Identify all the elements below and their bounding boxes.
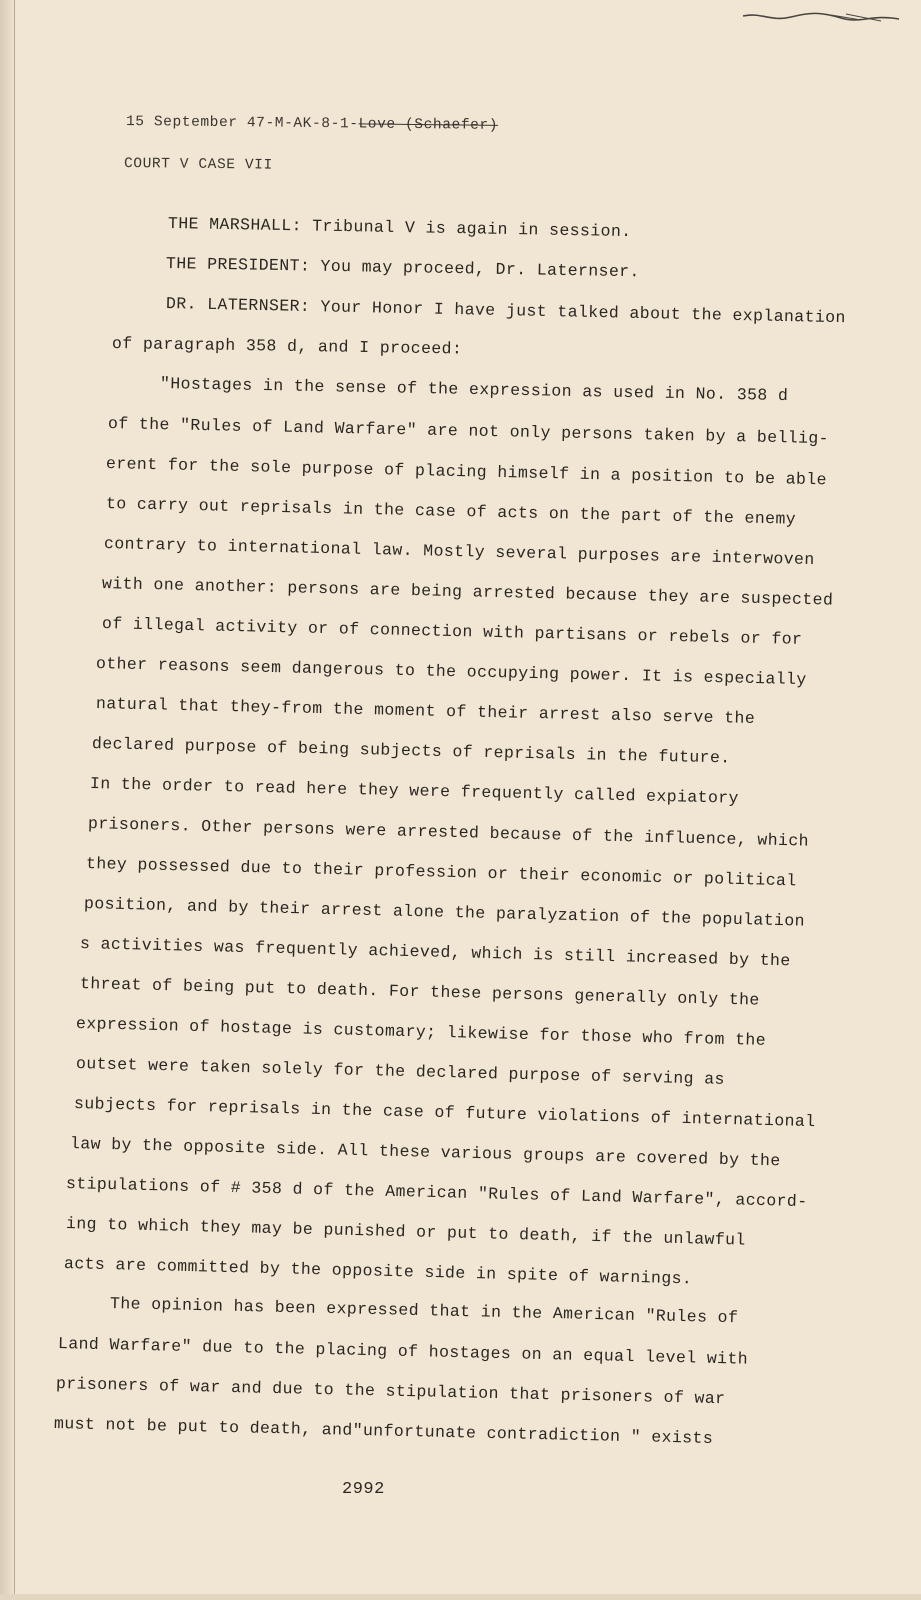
transcript-line: other reasons seem dangerous to the occupying power. It is especially xyxy=(95,654,807,690)
page-left-edge xyxy=(0,0,15,1600)
transcript-line: position, and by their arrest alone the paralyzation of the population xyxy=(83,894,806,931)
transcript-line: THE PRESIDENT: You may proceed, Dr. Laternser. xyxy=(165,254,640,282)
transcript-line: natural that they-from the moment of their arrest also serve the xyxy=(95,694,756,728)
transcript-line: "Hostages in the sense of the expression as used in No. 358 d xyxy=(159,374,789,406)
transcript-line: must not be put to death, and"unfortunate contradiction " exists xyxy=(53,1414,714,1448)
transcript-line: threat of being put to death. For these persons generally only the xyxy=(79,974,760,1010)
transcript-line: stipulations of # 358 d of the American "Rules of Land Warfare", accord- xyxy=(65,1174,808,1212)
transcript-line: In the order to read here they were frequently called expiatory xyxy=(89,774,740,808)
header-date-ref: 15 September 47-M-AK-8-1- xyxy=(125,114,359,133)
transcript-line: of the "Rules of Land Warfare" are not only persons taken by a bellig- xyxy=(107,414,830,449)
transcript-line: law by the opposite side. All these various groups are covered by the xyxy=(69,1134,781,1171)
transcript-line: THE MARSHALL: Tribunal V is again in session. xyxy=(167,214,632,242)
page-bottom-edge xyxy=(0,1594,921,1600)
transcript-line: they possessed due to their profession or their economic or political xyxy=(85,854,797,891)
transcript-line: prisoners. Other persons were arrested because of the influence, which xyxy=(87,814,810,851)
transcript-line: The opinion has been expressed that in the American "Rules of xyxy=(109,1294,739,1328)
header-court-case: COURT V CASE VII xyxy=(123,156,273,174)
transcript-line: prisoners of war and due to the stipulation that prisoners of war xyxy=(55,1374,726,1409)
page-number: 2992 xyxy=(342,1480,385,1499)
header-reference xyxy=(126,114,498,134)
transcript-line: DR. LATERNSER: Your Honor I have just talked about the explanation xyxy=(165,294,846,328)
transcript-line: acts are committed by the opposite side in spite of warnings. xyxy=(63,1254,693,1289)
transcript-line: of paragraph 358 d, and I proceed: xyxy=(111,334,463,359)
transcript-line: erent for the sole purpose of placing himself in a position to be able xyxy=(105,454,828,490)
header-struck-ref: Love (Schaefer) xyxy=(358,116,499,134)
transcript-line: of illegal activity or of connection with partisans or rebels or for xyxy=(101,614,803,649)
handwritten-mark xyxy=(741,10,901,24)
transcript-line: ing to which they may be punished or put to death, if the unlawful xyxy=(65,1214,746,1250)
transcript-line: expression of hostage is customary; likewise for those who from the xyxy=(75,1014,767,1050)
transcript-line: contrary to international law. Mostly several purposes are interwoven xyxy=(103,534,815,570)
transcript-line: Land Warfare" due to the placing of hostages on an equal level with xyxy=(57,1334,749,1369)
transcript-line: to carry out reprisals in the case of acts on the part of the enemy xyxy=(105,494,797,529)
transcript-line: with one another: persons are being arrested because they are suspected xyxy=(101,574,834,610)
transcript-line: subjects for reprisals in the case of future violations of international xyxy=(73,1094,816,1132)
transcript-line: outset were taken solely for the declared purpose of serving as xyxy=(75,1054,726,1089)
transcript-line: declared purpose of being subjects of reprisals in the future. xyxy=(91,734,731,768)
transcript-line: s activities was frequently achieved, which is still increased by the xyxy=(79,934,791,971)
